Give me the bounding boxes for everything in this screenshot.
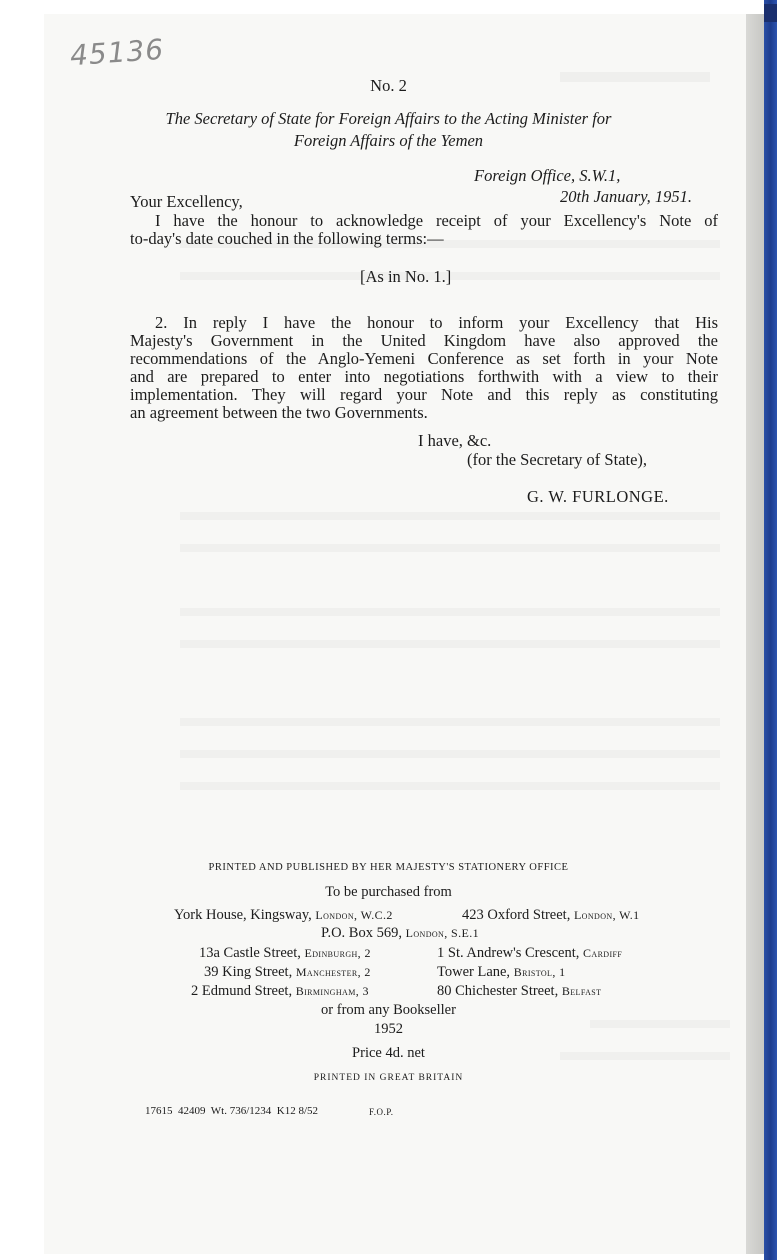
imprint-printed-in: PRINTED IN GREAT BRITAIN (313, 1073, 464, 1083)
sender-address: Foreign Office, S.W.1, (474, 166, 621, 185)
paragraph-2-line: implementation. They will regard your Note and this reply as constituting (130, 385, 718, 404)
paragraph-2-line: 2. In reply I have the honour to inform your Excellency that His (155, 313, 718, 332)
paragraph-2-line: Majesty's Government in the United Kingdom have also approved the (130, 331, 718, 350)
imprint-address: 2 Edmund Street, Birmingham, 3 (191, 983, 369, 999)
imprint-bookseller: or from any Bookseller (321, 1002, 456, 1018)
letter-date: 20th January, 1951. (560, 187, 692, 206)
signature: G. W. FURLONGE. (527, 487, 669, 506)
printer-mark: F.O.P. (369, 1107, 394, 1117)
binding-spine (764, 0, 777, 1260)
heading-line-1: The Secretary of State for Foreign Affairs to the Acting Minister for (165, 109, 612, 128)
paragraph-2-line: recommendations of the Anglo-Yemeni Conference as set forth in your Note (130, 349, 718, 368)
pencil-annotation: 45136 (68, 32, 166, 73)
imprint-address: 39 King Street, Manchester, 2 (204, 964, 371, 980)
salutation: Your Excellency, (130, 192, 243, 211)
imprint-purchase: To be purchased from (325, 884, 452, 900)
paragraph-2-line: an agreement between the two Governments. (130, 403, 428, 422)
imprint-year: 1952 (374, 1021, 403, 1037)
paragraph-2-line: and are prepared to enter into negotiations forthwith with a view to their (130, 367, 718, 386)
paragraph-1-line: to-day's date couched in the following terms:— (130, 229, 444, 248)
imprint-address: 80 Chichester Street, Belfast (437, 983, 602, 999)
imprint-address: 1 St. Andrew's Crescent, Cardiff (437, 945, 623, 961)
imprint-price: Price 4d. net (352, 1045, 425, 1061)
document-number: No. 2 (370, 76, 407, 95)
heading-line-2: Foreign Affairs of the Yemen (293, 131, 484, 150)
paragraph-1-line: I have the honour to acknowledge receipt of your Excellency's Note of (155, 211, 718, 230)
imprint-address: 13a Castle Street, Edinburgh, 2 (199, 945, 371, 961)
imprint-address: Tower Lane, Bristol, 1 (437, 964, 566, 980)
reference-note: [As in No. 1.] (360, 267, 452, 286)
closing: I have, &c. (418, 431, 492, 450)
imprint-printed-by: PRINTED AND PUBLISHED BY HER MAJESTY'S STATIONERY OFFICE (208, 862, 569, 873)
imprint-address: York House, Kingsway, London, W.C.2 (174, 907, 393, 923)
imprint-address: 423 Oxford Street, London, W.1 (462, 907, 640, 923)
print-codes: 17615 42409 Wt. 736/1234 K12 8/52 (145, 1105, 319, 1117)
page-edge (746, 14, 764, 1254)
on-behalf: (for the Secretary of State), (467, 450, 648, 469)
binding-band (764, 4, 777, 22)
imprint-po-box: P.O. Box 569, London, S.E.1 (321, 925, 480, 941)
